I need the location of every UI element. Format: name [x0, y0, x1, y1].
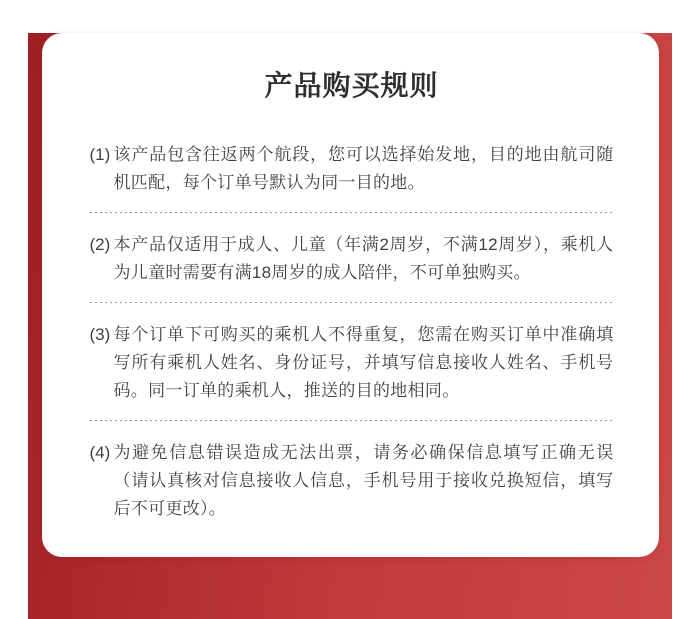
page-title: 产品购买规则 [264, 70, 439, 101]
rule-text: 每个订单下可购买的乘机人不得重复，您需在购买订单中准确填写所有乘机人姓名、身份证号，并填写信息接收人姓名、手机号码。同一订单的乘机人，推送的目的地相同。 [113, 325, 614, 400]
rule-text: 本产品仅适用于成人、儿童（年满2周岁，不满12周岁），乘机人为儿童时需要有满18周岁的成人陪伴，不可单独购买。 [113, 235, 614, 282]
rules-list [90, 122, 614, 538]
rule-number: (2) [89, 235, 111, 254]
rule-item [90, 122, 614, 212]
rule-item [90, 212, 614, 302]
rule-item [90, 302, 614, 420]
rule-text: 该产品包含往返两个航段，您可以选择始发地，目的地由航司随机匹配，每个订单号默认为同一目的地。 [113, 145, 614, 192]
rule-number: (3) [89, 325, 111, 344]
rule-text: 为避免信息错误造成无法出票，请务必确保信息填写正确无误（请认真核对信息接收人信息，手机号用于接收兑换短信，填写后不可更改）。 [113, 443, 614, 518]
purchase-rules-card [42, 33, 659, 557]
rule-item [90, 420, 614, 538]
rule-number: (4) [89, 443, 111, 462]
rule-number: (1) [89, 145, 111, 164]
